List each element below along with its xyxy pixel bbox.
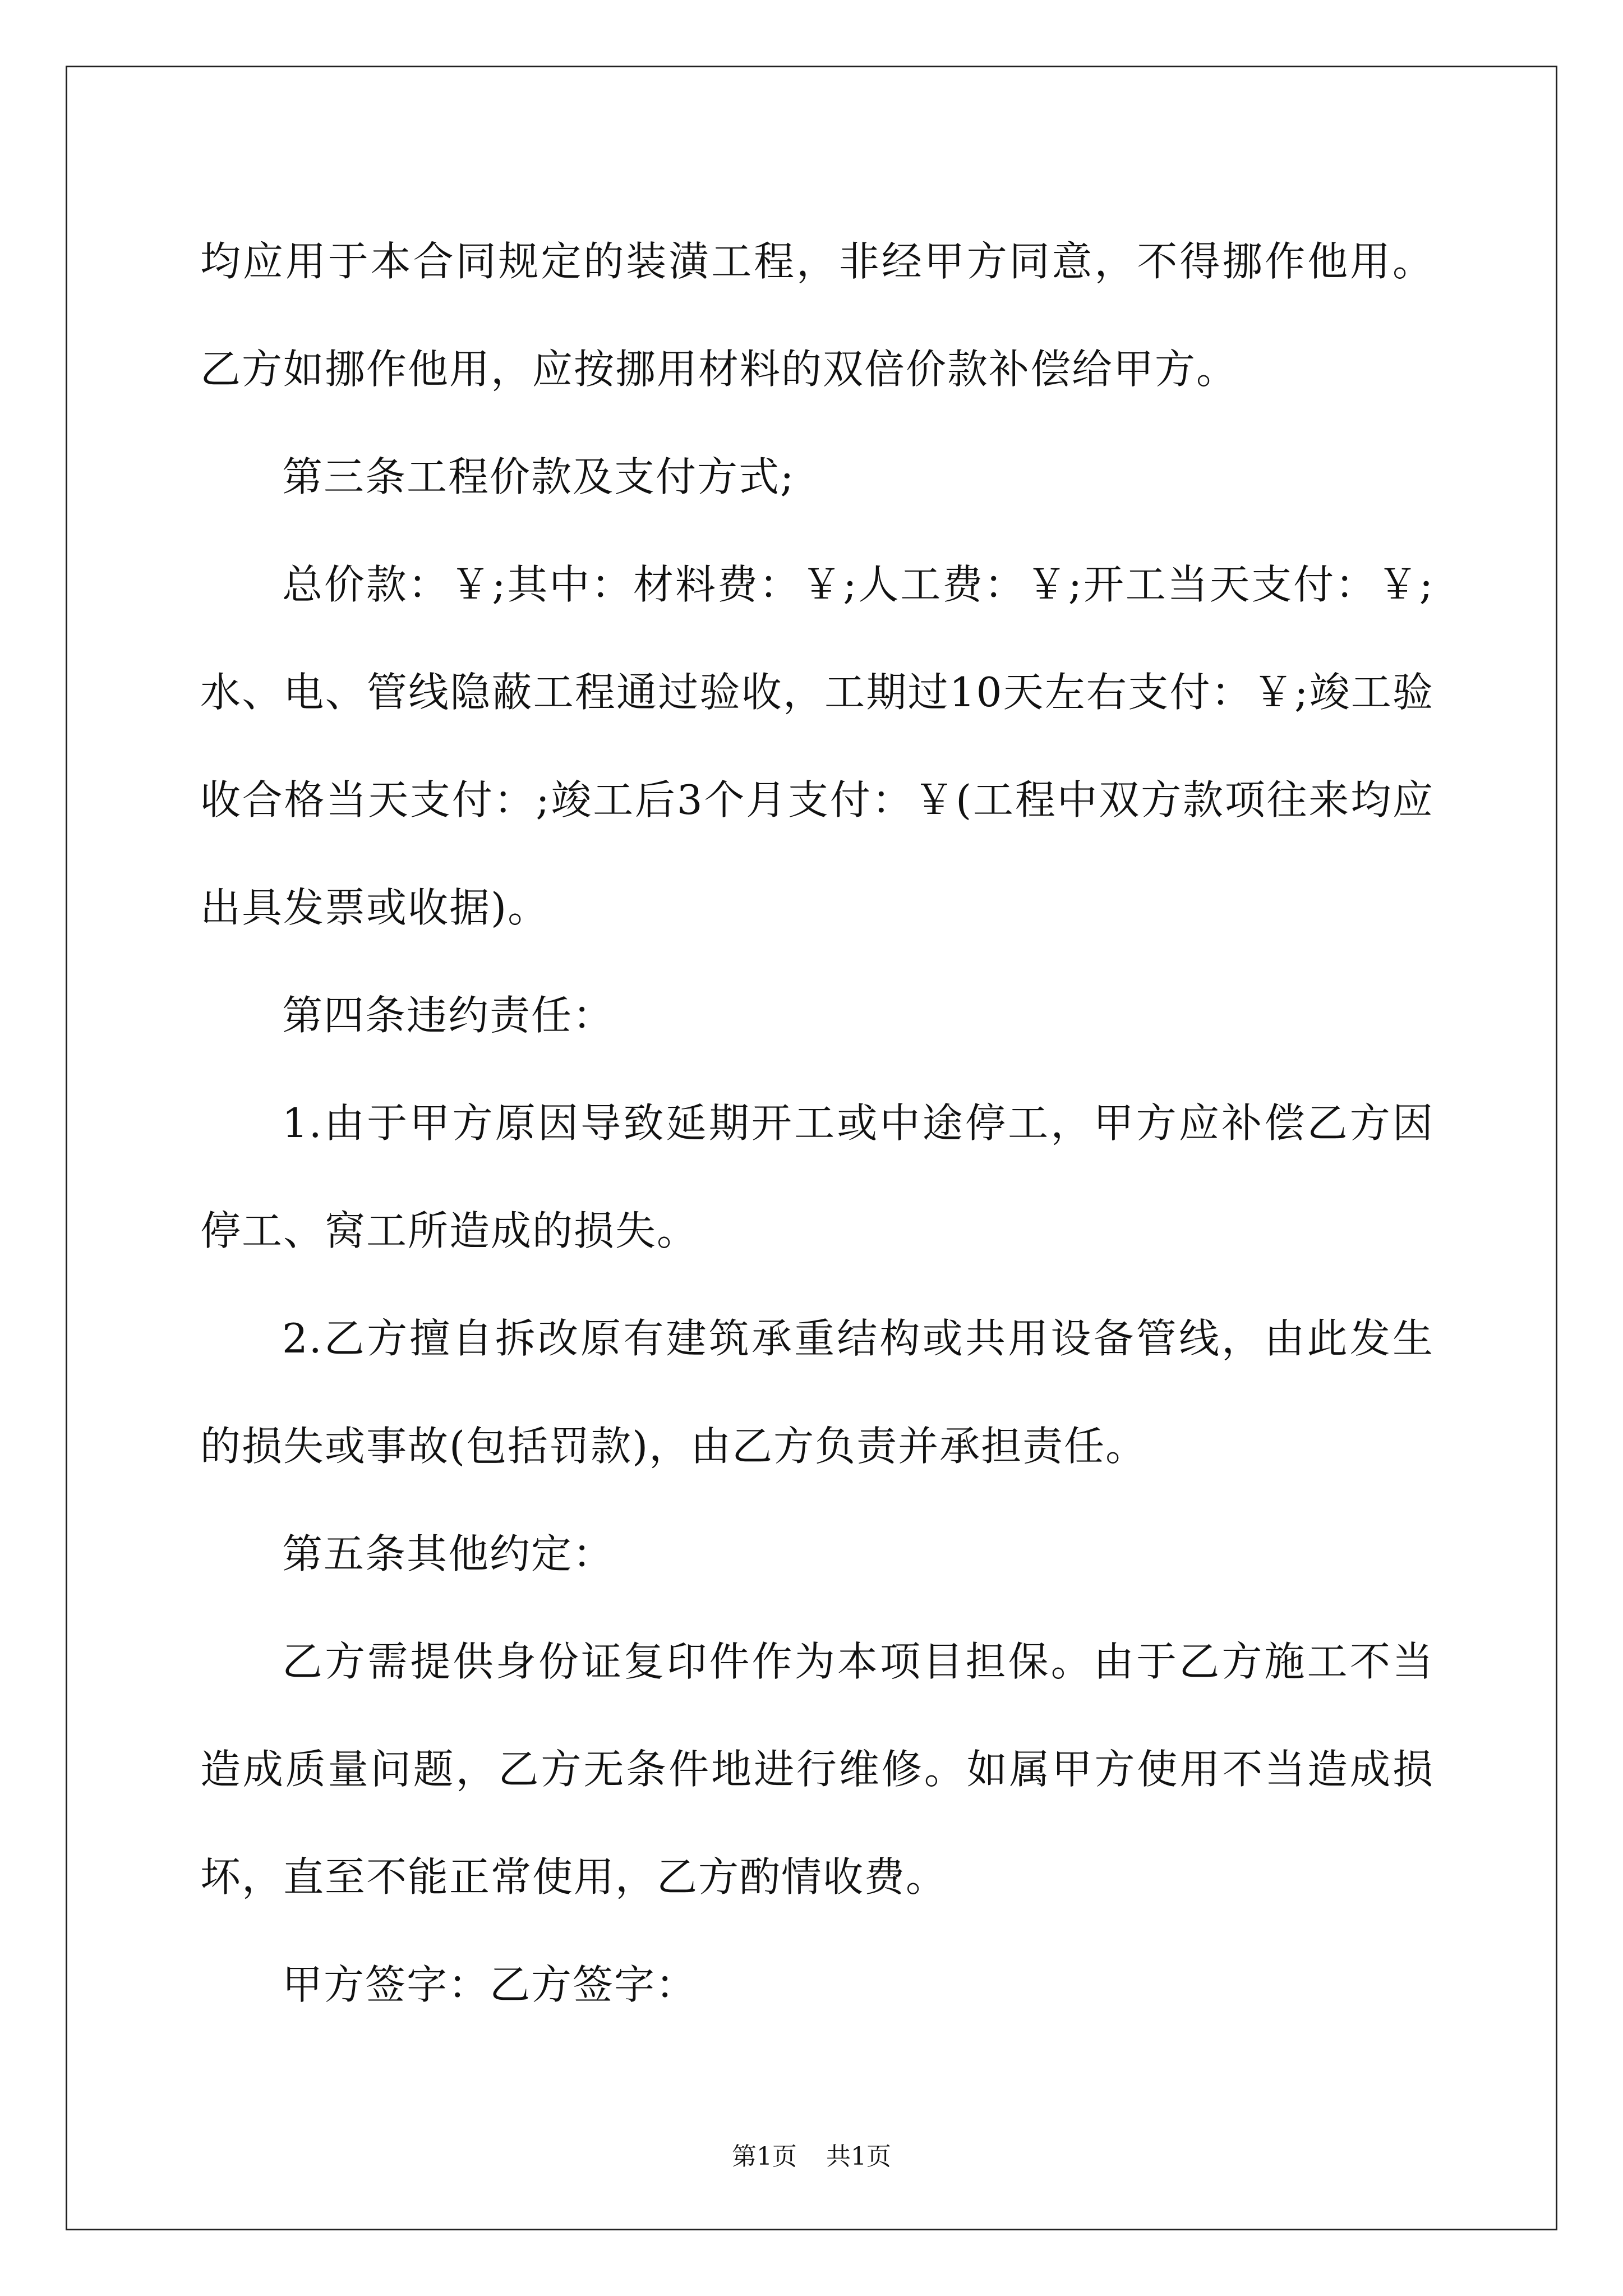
heading-article-4: 第四条违约责任：	[282, 992, 615, 1039]
paragraph-other-terms: 乙方需提供身份证复印件作为本项目担保。由于乙方施工不当造成质量问题，乙方无条件地进行维修。如属甲方使用不当造成损坏，直至不能正常使用，乙方酌情收费。	[200, 1638, 1434, 1901]
paragraph-payment-terms: 总价款：￥;其中：材料费：￥;人工费：￥;开工当天支付：￥;水、电、管线隐蔽工程通过验收，工期过10天左右支付：￥;竣工验收合格当天支付：;竣工后3个月支付：￥(工程中双方款项往来均应出具发票或收据)。	[200, 561, 1434, 931]
paragraph-liability-1: 1.由于甲方原因导致延期开工或中途停工，甲方应补偿乙方因停工、窝工所造成的损失。	[200, 1099, 1434, 1254]
page-footer	[0, 2140, 1623, 2174]
signature-line: 甲方签字：乙方签字：	[282, 1961, 698, 2008]
document-body	[200, 208, 1434, 2039]
heading-article-3: 第三条工程价款及支付方式;	[282, 453, 795, 500]
paragraph-liability-2: 2.乙方擅自拆改原有建筑承重结构或共用设备管线，由此发生的损失或事故(包括罚款)，由乙方负责并承担责任。	[200, 1315, 1434, 1470]
paragraph-materials-use: 均应用于本合同规定的装潢工程，非经甲方同意，不得挪作他用。乙方如挪作他用，应按挪用材料的双倍价款补偿给甲方。	[200, 238, 1434, 393]
heading-article-5: 第五条其他约定：	[282, 1530, 615, 1577]
page-number-total: 共1页	[826, 2142, 891, 2171]
page-number-current: 第1页	[732, 2142, 797, 2171]
